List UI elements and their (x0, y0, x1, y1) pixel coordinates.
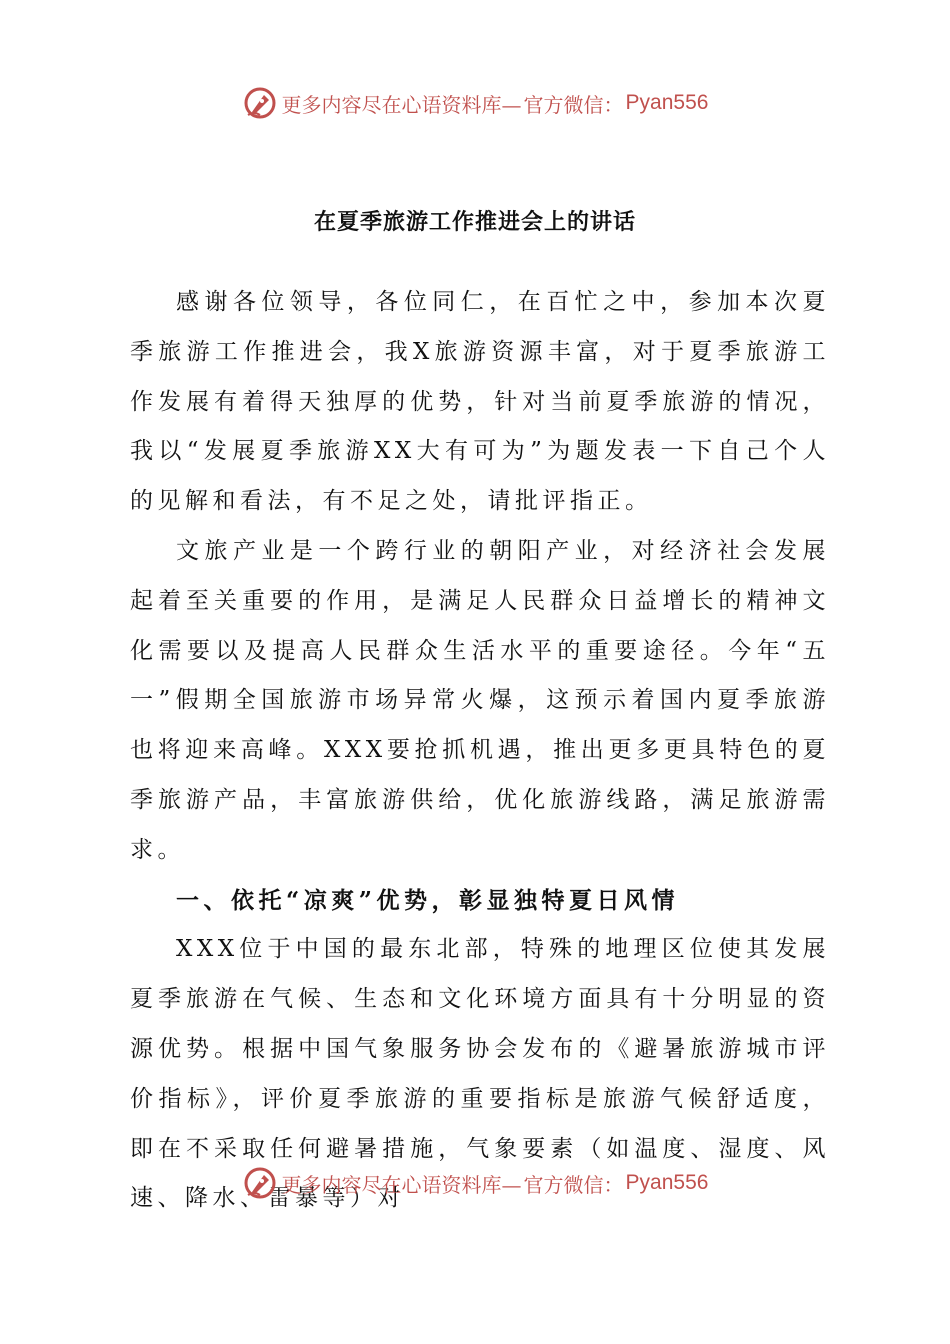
banner-slogan: 更多内容尽在心语资料库— (281, 1172, 522, 1197)
pen-nib-logo-icon (242, 85, 278, 121)
section-heading: 一、依托“凉爽”优势，彰显独特夏日风情 (176, 886, 679, 914)
banner-wechat-id: Pyan556 (625, 91, 709, 114)
paragraph: 文旅产业是一个跨行业的朝阳产业，对经济社会发展起着至关重要的作用，是满足人民群众日益增长的精神文化需要以及提高人民群众生活水平的重要途径。今年“五一”假期全国旅游市场异常火爆，这预示着国内夏季旅游也将迎来高峰。XXX要抢抓机遇，推出更多更具特色的夏季旅游产品，丰富旅游供给，优化旅游线路，满足旅游需求。 (130, 537, 830, 863)
header-banner (0, 83, 950, 123)
paragraph: 感谢各位领导，各位同仁，在百忙之中，参加本次夏季旅游工作推进会，我X旅游资源丰富，对于夏季旅游工作发展有着得天独厚的优势，针对当前夏季旅游的情况，我以“发展夏季旅游XX大有可为”为题发表一下自己个人的见解和看法，有不足之处，请批评指正。 (130, 289, 830, 515)
pen-nib-logo-icon (242, 1165, 278, 1201)
banner-slogan: 更多内容尽在心语资料库— (281, 92, 522, 117)
document-body (130, 278, 830, 1224)
paragraph: XXX位于中国的最东北部，特殊的地理区位使其发展夏季旅游在气候、生态和文化环境方面具有十分明显的资源优势。根据中国气象服务协会发布的《避暑旅游城市评价指标》，评价夏季旅游的重要指标是旅游气候舒适度，即在不采取任何避暑措施，气象要素（如温度、湿度、风速、降水、雷暴等）对 (130, 936, 830, 1212)
footer-banner (0, 1163, 950, 1203)
banner-wechat-id: Pyan556 (625, 1171, 709, 1194)
banner-wechat-label: 官方微信： (523, 92, 624, 117)
banner-wechat-label: 官方微信： (523, 1172, 624, 1197)
document-title: 在夏季旅游工作推进会上的讲话 (313, 209, 636, 235)
